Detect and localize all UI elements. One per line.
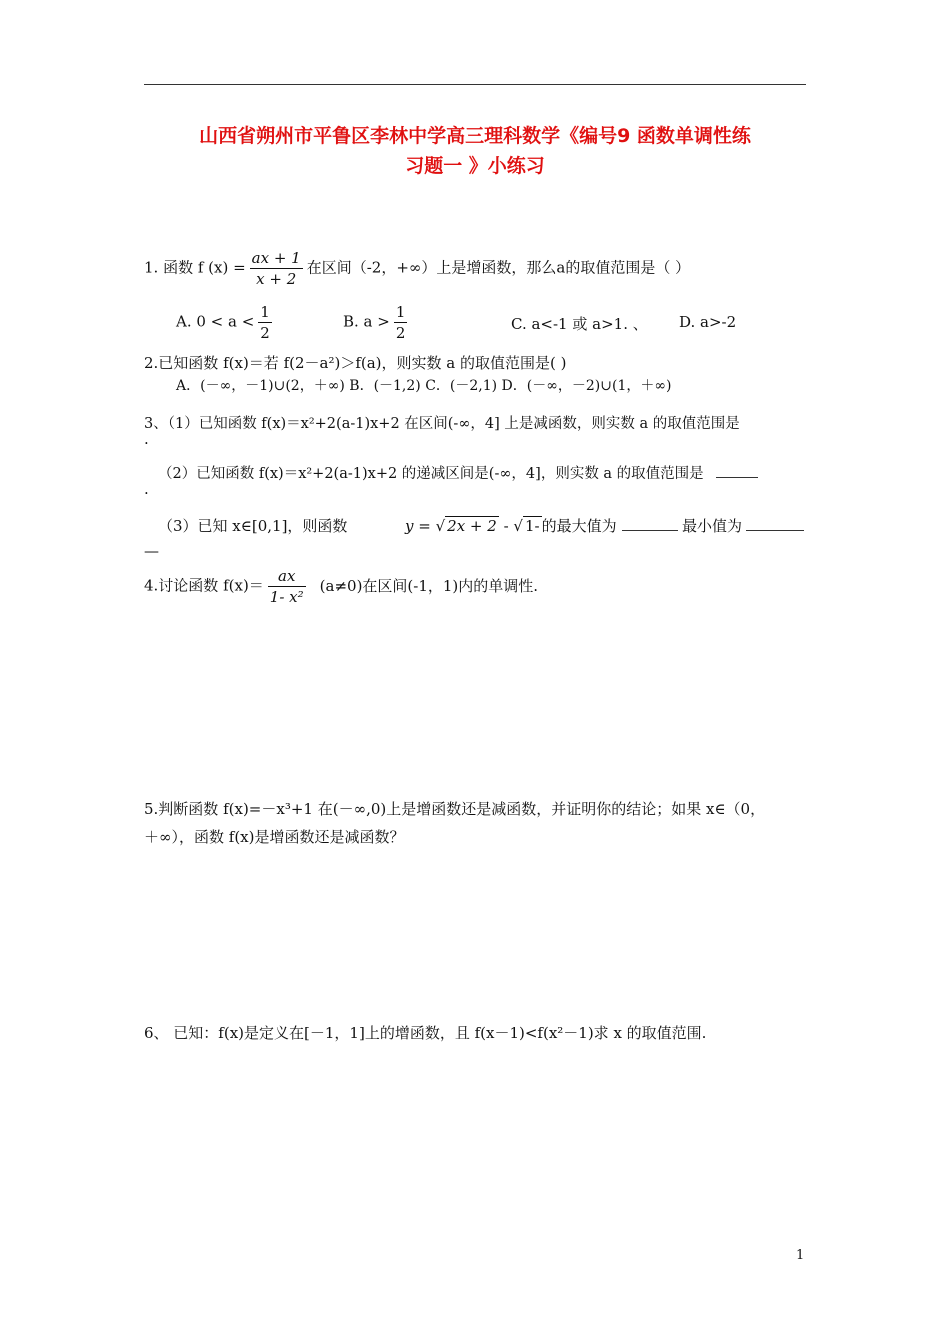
answer-blank[interactable]: [746, 515, 804, 531]
question-3-part3-expression: y = √ 2x + 2 - √ 1- 的最大值为: [405, 517, 617, 535]
question-1: [144, 248, 690, 289]
q1-option-a-text: A. 0 < a <: [176, 312, 255, 331]
q1-option-b-num: 1: [395, 303, 406, 321]
q1-option-b-text: B. a >: [343, 312, 390, 331]
question-2-options: A．(－∞，－1)∪(2，＋∞) B．(－1,2) C．(－2,1) D．(－∞，－2)∪(1，＋∞): [176, 378, 672, 394]
q1-prefix: 1. 函数 f (x) =: [144, 258, 246, 277]
question-5-line2: ＋∞），函数 f(x)是增函数还是减函数？: [144, 828, 405, 846]
answer-blank[interactable]: [716, 462, 758, 478]
q1-fraction: [250, 248, 303, 289]
q1-option-b: [343, 302, 411, 343]
question-4: [144, 566, 538, 607]
page-title-line2: 习题一 》小练习: [405, 155, 545, 177]
q1-option-b-den: 2: [395, 324, 406, 342]
header-rule: [144, 84, 806, 85]
q1-option-a: [176, 302, 276, 343]
question-3-part3-text: （3）已知 x∈[0,1]，则函数: [158, 517, 348, 535]
q4-denominator: 1- x²: [269, 588, 304, 606]
q1-numerator: ax + 1: [251, 249, 301, 267]
q1-option-c: C. a<-1 或 a>1. 、: [511, 315, 648, 333]
q1-option-d: D. a>-2: [679, 313, 737, 331]
q3-trailing-dash: —: [144, 542, 159, 560]
q3-sqrt-1: 2x + 2: [447, 517, 497, 535]
page-title-line1: 山西省朔州市平鲁区李林中学高三理科数学《编号9 函数单调性练: [199, 125, 751, 147]
question-3-part1-dot: .: [144, 430, 149, 448]
answer-blank[interactable]: [622, 515, 678, 531]
question-5-line1: 5.判断函数 f(x)=－x³+1 在(－∞,0)上是增函数还是减函数，并证明你的结论；如果 x∈（0，: [144, 800, 766, 818]
q1-option-a-num: 1: [260, 303, 270, 321]
q3-minus: -: [498, 517, 514, 535]
page-number: 1: [796, 1248, 805, 1263]
q1-suffix: 在区间（-2，+∞）上是增函数，那么a的取值范围是（ ）: [306, 258, 691, 277]
q4-suffix: (a≠0)在区间(-1，1)内的单调性.: [319, 576, 539, 595]
question-2-stem: 2.已知函数 f(x)＝若 f(2－a²)＞f(a)，则实数 a 的取值范围是( ): [144, 354, 567, 372]
question-3-part1: 3、（1）已知函数 f(x)＝x²+2(a-1)x+2 在区间(-∞，4] 上是减函数，则实数 a 的取值范围是: [144, 416, 740, 432]
q1-option-a-fraction: [258, 302, 272, 343]
question-3-part2-text: （2）已知函数 f(x)＝x²+2(a-1)x+2 的递减区间是(-∞，4]，则实数 a 的取值范围是: [158, 466, 704, 482]
q4-numerator: ax: [268, 566, 306, 587]
question-3-part2: [158, 462, 758, 483]
q3-min-blank-wrap: [746, 515, 804, 535]
q3-expr-y: y =: [405, 517, 436, 535]
q3-sqrt-2: 1-: [524, 517, 540, 535]
q1-denominator: x + 2: [256, 270, 297, 288]
question-3-part2-dot: .: [144, 480, 149, 498]
q3-max-label: 的最大值为: [541, 517, 617, 535]
q3-min-label: 最小值为: [682, 517, 743, 535]
q4-fraction: [268, 566, 306, 607]
q3-max-blank-wrap: [622, 515, 678, 535]
q1-option-b-fraction: [394, 302, 408, 343]
question-6: 6、 已知：f(x)是定义在[－1，1]上的增函数，且 f(x－1)<f(x²－1)求 x 的取值范围.: [144, 1024, 707, 1042]
q4-prefix: 4.讨论函数 f(x)＝: [144, 576, 264, 595]
q1-option-a-den: 2: [260, 324, 270, 342]
